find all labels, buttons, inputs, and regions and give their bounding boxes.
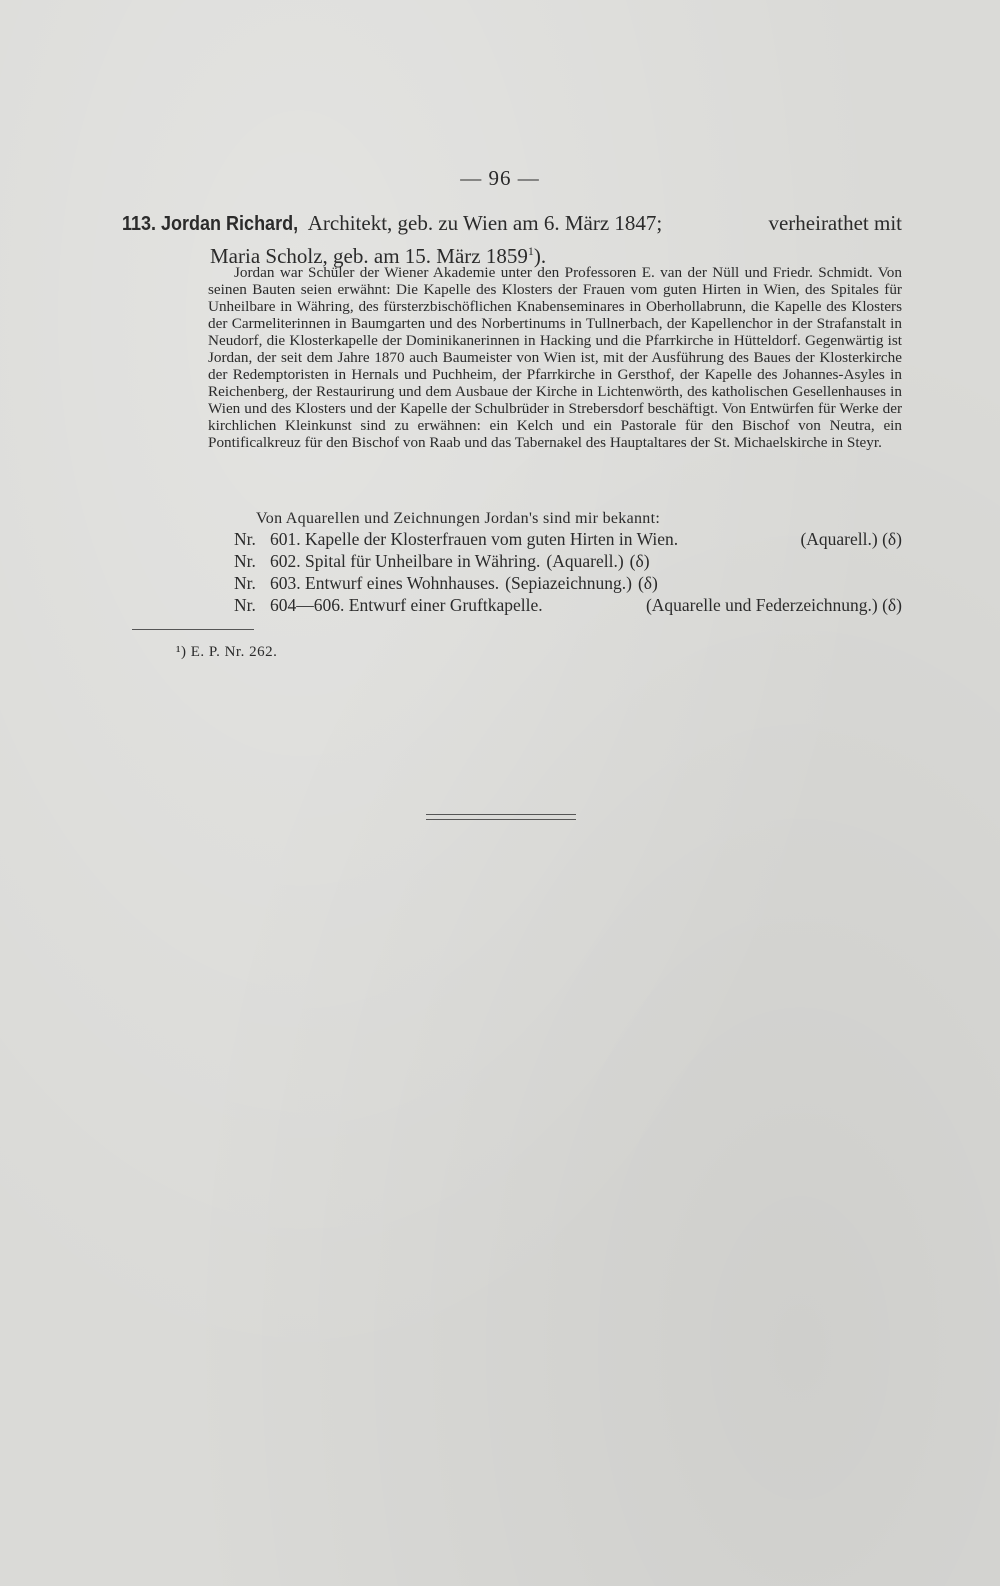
entry-spouse: Maria Scholz, geb. am 15. März 1859 [210,244,528,268]
work-item [234,528,902,550]
biography-paragraph: Jordan war Schüler der Wiener Akademie unter den Professoren E. van der Nüll und Friedr. Schmidt. Von seinen Bauten seien erwähnt: Die Kapelle des Klosters der Frauen vom guten Hirten in Wien, des Spitales für Unheilbare in Währing, des fürsterzbischöflichen Knabenseminares in Oberhollabrunn, die Kapelle des Klosters der Carmeliterinnen in Baumgarten und des Norbertinums in Tullnerbach, der Kapellenchor in der Strafanstalt in Neudorf, die Klosterkapelle der Dominikanerinnen in Hacking und die Pfarrkirche in Hütteldorf. Gegenwärtig ist Jordan, der seit dem Jahre 1870 auch Baumeister von Wien ist, mit der Ausführung des Baues der Klosterkirche der Redemptoristen in Hernals und Puchheim, der Pfarrkirche in Gersthof, der Kapelle des Johannes-Asyles in Reichenberg, der Restaurirung und dem Ausbaue der Kirche in Lichtenwörth, des katholischen Gesellenhauses in Wien und des Klosters und der Kapelle der Schulbrüder in Strebersdorf beschäftigt. Von Entwürfen für Werke der kirchlichen Kleinkunst sind zu erwähnen: ein Kelch und ein Pastorale für den Bischof von Neutra, ein Pontificalkreuz für den Bischof von Raab und das Tabernakel des Hauptaltares der St. Michaelskirche in Steyr. [208,264,902,451]
work-mark: (δ) [882,529,902,549]
footnote-divider [132,629,254,630]
works-list [234,528,902,616]
work-item [234,572,902,594]
work-title: 603. Entwurf eines Wohnhauses. [270,573,500,593]
work-mark: (δ) [629,551,650,571]
entry-marriage-label: verheirathet mit [768,211,902,235]
work-mark: (δ) [637,573,658,593]
entry-heading-end: ). [533,244,547,268]
work-mark: (δ) [882,595,902,615]
footnote-reference: 1 [527,244,534,258]
work-nr-label: Nr. [234,573,256,593]
work-technique: (Aquarell.) [546,551,624,571]
work-technique: (Sepiazeichnung.) [505,573,632,593]
entry-heading-line-1 [122,210,902,238]
work-technique: (Aquarelle und Federzeichnung.) [645,595,878,615]
entry-profession-birth: Architekt, geb. zu Wien am 6. März 1847; [307,211,663,235]
work-nr-label: Nr. [234,551,256,571]
entry-heading [122,210,902,270]
work-technique: (Aquarell.) [800,529,878,549]
work-nr-label: Nr. [234,595,256,615]
footnote: ¹) E. P. Nr. 262. [176,644,278,660]
work-item [234,550,902,572]
page-number: — 96 — [460,166,540,190]
works-intro: Von Aquarellen und Zeichnungen Jordan's sind mir bekannt: [256,510,661,527]
work-item [234,594,902,616]
entry-number-and-name: 113. Jordan Richard, [122,213,299,235]
section-end-rule [426,814,576,820]
work-title: 604—606. Entwurf einer Gruftkapelle. [270,595,543,615]
work-title: 601. Kapelle der Klosterfrauen vom guten Hirten in Wien. [270,529,679,549]
work-title: 602. Spital für Unheilbare in Währing. [270,551,541,571]
work-nr-label: Nr. [234,529,256,549]
